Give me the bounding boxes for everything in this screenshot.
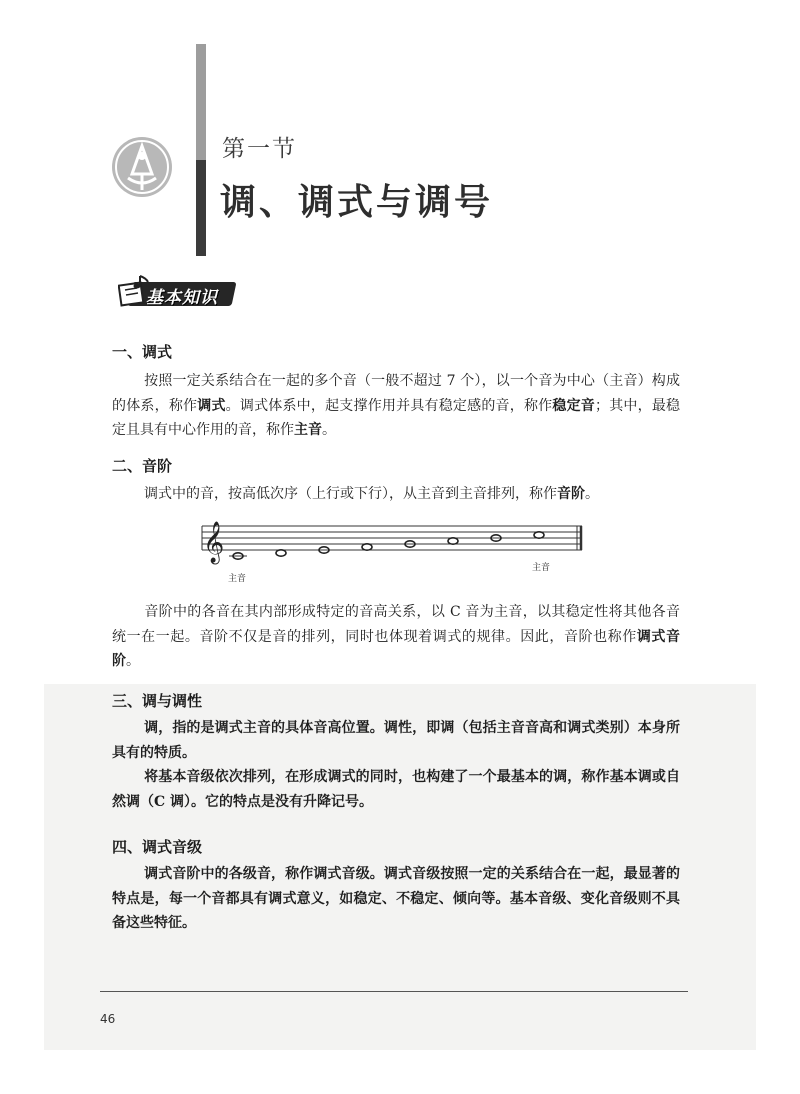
heading-scale: 二、音阶 xyxy=(112,457,173,475)
paragraph-mode xyxy=(112,369,680,443)
paragraph-scale-def xyxy=(112,482,680,507)
basic-knowledge-badge xyxy=(118,272,238,312)
seg: 音阶中的各音在其内部形成特定的音高关系，以 C 音为主音，以其稳定性将其他各音统一在一起。音阶不仅是音的排列，同时也体现着调式的规律。因此，音阶也称作 xyxy=(112,604,680,645)
paragraph-key-def xyxy=(112,716,680,765)
seg: ，即调（包括主音音高和调式类别）本身所具有的特质。 xyxy=(112,720,681,761)
heading-scale-degrees: 四、调式音级 xyxy=(112,838,203,856)
section-number: 第一节 xyxy=(222,136,297,162)
term-basic-key: 基本调 xyxy=(609,769,652,785)
tonic-label-left: 主音 xyxy=(228,574,247,584)
tonic-label-right: 主音 xyxy=(532,563,551,573)
seg: （C 调）。它的特点是没有升降记号。 xyxy=(140,793,374,810)
paragraph-scale-detail xyxy=(112,600,680,674)
header-bar-dark xyxy=(196,160,206,256)
scale-note xyxy=(448,538,458,544)
term-mode: 调式 xyxy=(197,397,226,414)
term-mode-degree: 调式音级 xyxy=(313,866,370,882)
seg: 。调式体系中，起支撑作用并具有稳定感的音，称作 xyxy=(225,397,553,414)
heading-key-tonality: 三、调与调性 xyxy=(112,692,203,710)
section-title: 调、调式与调号 xyxy=(220,182,494,223)
term-stable-tone: 稳定音 xyxy=(552,397,595,414)
seg: 。 xyxy=(585,486,599,502)
footer-rule xyxy=(100,991,688,992)
music-emblem-icon xyxy=(110,134,174,200)
term-tonic: 主音 xyxy=(294,422,322,438)
term-key: 调 xyxy=(144,720,159,736)
seg: 。 xyxy=(322,422,336,438)
scale-note xyxy=(362,544,372,550)
scale-notes xyxy=(229,532,544,559)
seg: ，指的是调式主音的具体音高位置。 xyxy=(158,720,384,736)
term-scale: 音阶 xyxy=(557,486,585,502)
seg: 调式中的音，按高低次序（上行或下行），从主音到主音排列，称作 xyxy=(144,486,557,502)
staff-lines xyxy=(202,526,582,550)
badge-label: 基本知识 xyxy=(146,288,218,308)
heading-mode: 一、调式 xyxy=(112,343,173,361)
scale-note xyxy=(534,532,544,538)
seg: 。调式音级按照一定的关系结合在一起，最显著的特点是，每一个音都具有调式意义，如稳定、不稳定、倾向等。基本音级、变化音级则不具备这些特征。 xyxy=(112,866,681,931)
seg: 或 xyxy=(651,769,667,785)
paragraph-scale-degrees xyxy=(112,862,680,936)
c-major-scale-figure xyxy=(200,520,590,590)
seg: 调式音阶中的各级音，称作 xyxy=(144,866,314,882)
page-number: 46 xyxy=(100,1012,116,1026)
seg: 按照一定关系结合在一起的多个音（一般不超过 7 个），以一个音为中心（主音）构成的体系，称作 xyxy=(112,373,680,414)
scale-note xyxy=(276,550,286,556)
paragraph-basic-key xyxy=(112,765,680,814)
seg: 将基本音级依次排列，在形成调式的同时，也构建了一个最基本的调，称作 xyxy=(144,769,610,785)
term-tonality: 调性 xyxy=(383,720,413,736)
treble-clef-icon: 𝄞 xyxy=(203,522,225,563)
seg: 。 xyxy=(126,653,140,669)
term-mode-scale: 调式音阶 xyxy=(112,628,681,669)
seg: ；其中，最稳定且具有中心作用的音，称作 xyxy=(112,397,681,438)
term-natural-key: 自然调 xyxy=(112,769,681,810)
